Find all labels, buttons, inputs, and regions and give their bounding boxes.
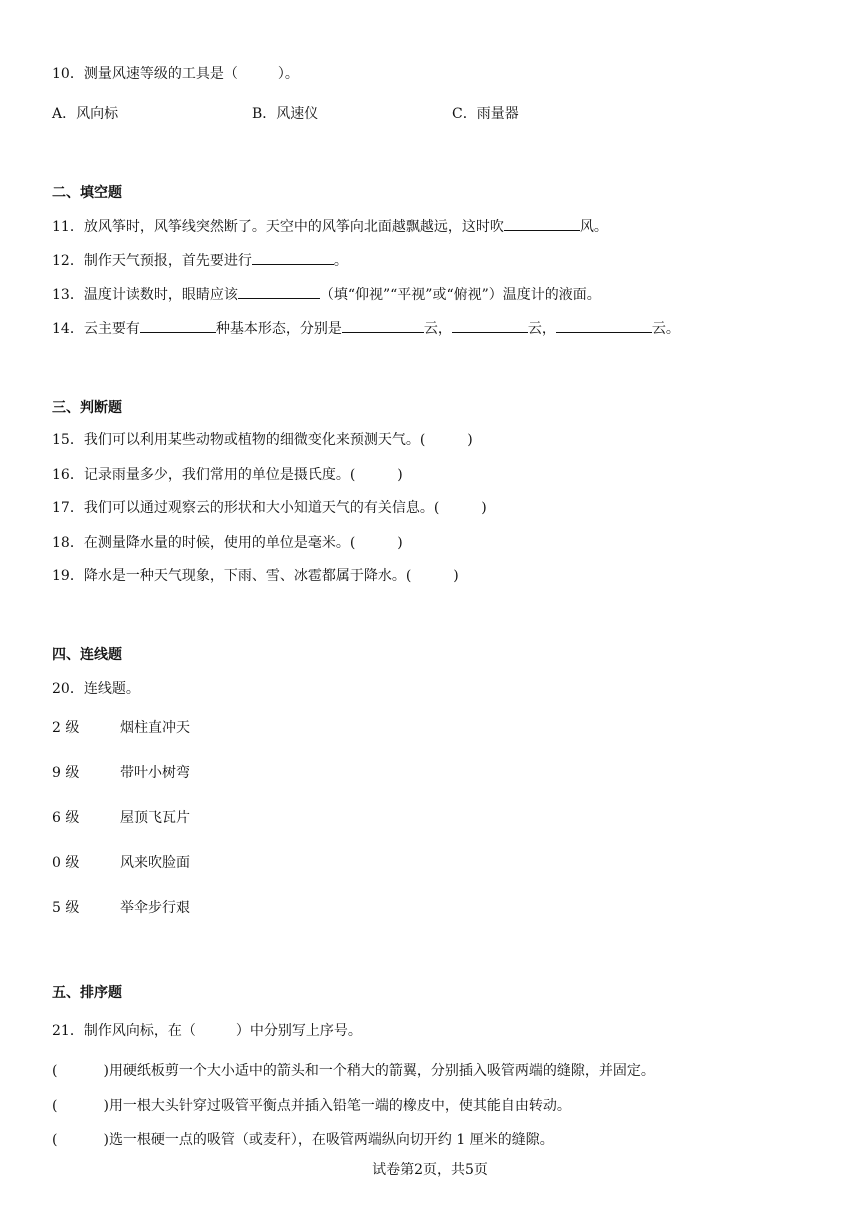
question-text: 我们可以通过观察云的形状和大小知道天气的有关信息。( [83,500,440,516]
match-description[interactable]: 风来吹脸面 [120,855,190,871]
open-paren: ( [52,1098,58,1114]
question-number: 21． [52,1023,84,1039]
match-level[interactable]: 6 级 [52,810,80,826]
question-text: 降水是一种天气现象，下雨、雪、冰雹都属于降水。( [83,568,412,584]
page-footer: 试卷第2页，共5页 [372,1162,488,1178]
question-21 [52,1021,362,1041]
match-description[interactable]: 屋顶飞瓦片 [120,810,190,826]
option-a: A．风向标 [52,106,119,122]
close-paren: ) [397,535,403,551]
section-title-ordering: 五、排序题 [52,985,122,1001]
fill-blank[interactable] [452,318,528,333]
option-b: B．风速仪 [252,106,319,122]
question-text-end: ）中分别写上序号。 [235,1023,362,1039]
question-text: 云主要有 [83,321,140,337]
question-stem-end: ）。 [277,66,299,82]
question-number: 17． [52,500,84,516]
match-description[interactable]: 举伞步行艰 [120,900,190,916]
close-paren: ) [397,467,403,483]
step-text: 选一根硬一点的吸管（或麦秆），在吸管两端纵向切开约 1 厘米的缝隙。 [108,1132,554,1148]
close-paren: ) [481,500,487,516]
section-title-fill-blank: 二、填空题 [52,185,122,201]
question-number: 11． [52,219,84,235]
section-title-true-false: 三、判断题 [52,400,122,416]
question-number: 20． [52,681,84,697]
match-level[interactable]: 2 级 [52,720,80,736]
question-text: 云， [423,321,452,337]
question-text-end: （填“仰视”“平视”或“俯视”）温度计的液面。 [319,287,601,303]
match-description[interactable]: 烟柱直冲天 [120,720,190,736]
question-number: 10． [52,66,84,82]
question-19 [52,566,459,586]
fill-blank[interactable] [252,250,334,265]
question-text: 温度计读数时，眼睛应该 [83,287,238,303]
ordering-step [52,1130,554,1150]
question-16 [52,465,403,485]
question-text: 制作天气预报，首先要进行 [83,253,252,269]
question-20 [52,679,140,699]
step-text: 用硬纸板剪一个大小适中的箭头和一个稍大的箭翼，分别插入吸管两端的缝隙，并固定。 [108,1063,655,1079]
question-14 [52,318,680,339]
close-paren: ) [103,1063,109,1079]
match-level[interactable]: 0 级 [52,855,80,871]
close-paren: ) [453,568,459,584]
question-text: 放风筝时，风筝线突然断了。天空中的风筝向北面越飘越远，这时吹 [83,219,504,235]
ordering-step [52,1061,655,1081]
question-18 [52,533,403,553]
option-c: C．雨量器 [452,106,519,122]
question-12 [52,250,348,271]
section-title-matching: 四、连线题 [52,647,122,663]
open-paren: ( [52,1132,58,1148]
question-text: 我们可以利用某些动物或植物的细微变化来预测天气。( [83,432,426,448]
question-13 [52,284,601,305]
question-stem: 测量风速等级的工具是（ [83,66,238,82]
match-level[interactable]: 5 级 [52,900,80,916]
question-number: 14． [52,321,84,337]
question-text: 连线题。 [83,681,140,697]
question-text-end: 云。 [651,321,680,337]
match-description[interactable]: 带叶小树弯 [120,765,190,781]
question-17 [52,498,487,518]
question-10 [52,64,299,84]
question-text: 种基本形态，分别是 [215,321,342,337]
question-text: 记录雨量多少，我们常用的单位是摄氏度。( [83,467,356,483]
match-level[interactable]: 9 级 [52,765,80,781]
fill-blank[interactable] [556,318,652,333]
question-number: 19． [52,568,84,584]
question-number: 16． [52,467,84,483]
question-text: 云， [527,321,556,337]
close-paren: ) [103,1132,109,1148]
question-text: 制作风向标，在（ [83,1023,196,1039]
fill-blank[interactable] [140,318,216,333]
question-text-end: 风。 [579,219,608,235]
fill-blank[interactable] [238,284,320,299]
question-11 [52,216,608,237]
question-text-end: 。 [333,253,348,269]
close-paren: ) [103,1098,109,1114]
question-number: 12． [52,253,84,269]
question-number: 15． [52,432,84,448]
close-paren: ) [467,432,473,448]
step-text: 用一根大头针穿过吸管平衡点并插入铅笔一端的橡皮中，使其能自由转动。 [108,1098,571,1114]
question-number: 18． [52,535,84,551]
open-paren: ( [52,1063,58,1079]
question-text: 在测量降水量的时候，使用的单位是毫米。( [83,535,356,551]
fill-blank[interactable] [504,216,580,231]
ordering-step [52,1096,571,1116]
question-number: 13． [52,287,84,303]
fill-blank[interactable] [342,318,424,333]
question-15 [52,430,473,450]
